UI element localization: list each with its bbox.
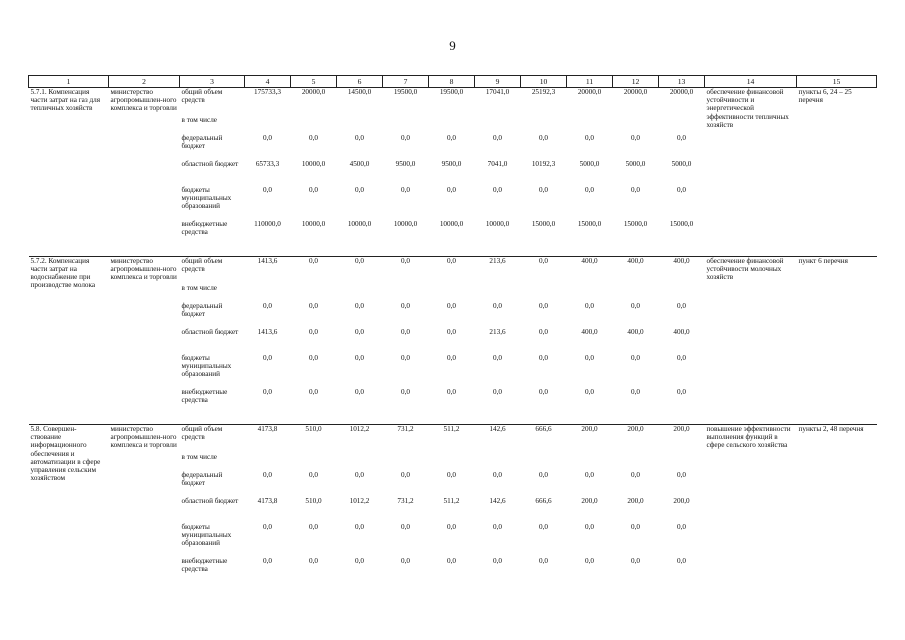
- value-cell: 0,0: [585, 354, 594, 362]
- goal-text: обеспечение финансовой устойчивости молочных хозяйств: [705, 256, 797, 412]
- value-cell: 400,0: [567, 256, 613, 284]
- value-cell: 10000,0: [439, 219, 464, 228]
- value-cell: 0,0: [309, 133, 318, 142]
- value-cell: 0,0: [309, 354, 318, 362]
- column-header-4: 4: [245, 76, 291, 88]
- value-cell: 511,2: [429, 425, 475, 453]
- value-cell: 0,0: [355, 354, 364, 362]
- table-row: [29, 256, 877, 284]
- value-cell: 0,0: [401, 388, 410, 396]
- value-cell: 20000,0: [291, 88, 337, 116]
- value-cell: 731,2: [397, 496, 414, 505]
- value-cell: [429, 116, 475, 134]
- executor-name: министерство агропромышлен-ного комплекса и торговли: [109, 256, 180, 412]
- value-cell: [383, 284, 429, 302]
- value-cell: [291, 284, 337, 302]
- funding-source-label: внебюджетные средства: [181, 219, 228, 236]
- value-cell: 1012,2: [337, 425, 383, 453]
- value-cell: 0,0: [631, 388, 640, 396]
- table-row: [29, 425, 877, 453]
- value-cell: [337, 284, 383, 302]
- value-cell: 0,0: [677, 302, 686, 310]
- value-cell: 200,0: [673, 496, 690, 505]
- value-cell: 666,6: [535, 496, 552, 505]
- value-cell: 10000,0: [301, 219, 326, 228]
- funding-source-label: в том числе: [181, 452, 217, 461]
- funding-source-label: в том числе: [181, 115, 217, 124]
- value-cell: 0,0: [309, 185, 318, 194]
- value-cell: [567, 284, 613, 302]
- column-header-12: 12: [613, 76, 659, 88]
- value-cell: [521, 284, 567, 302]
- value-cell: 0,0: [447, 328, 456, 336]
- value-cell: 0,0: [493, 522, 502, 531]
- value-cell: 0,0: [263, 302, 272, 310]
- value-cell: 0,0: [383, 256, 429, 284]
- value-cell: 0,0: [447, 388, 456, 396]
- value-cell: 9500,0: [395, 159, 416, 168]
- value-cell: 0,0: [447, 470, 456, 479]
- value-cell: 0,0: [631, 133, 640, 142]
- value-cell: [659, 453, 705, 471]
- value-cell: 0,0: [355, 185, 364, 194]
- value-cell: 0,0: [355, 522, 364, 531]
- value-cell: 0,0: [447, 133, 456, 142]
- value-cell: [659, 116, 705, 134]
- value-cell: 0,0: [493, 556, 502, 565]
- value-cell: [429, 284, 475, 302]
- value-cell: 0,0: [263, 470, 272, 479]
- column-header-1: 1: [29, 76, 109, 88]
- column-header-6: 6: [337, 76, 383, 88]
- value-cell: 0,0: [539, 556, 548, 565]
- value-cell: 0,0: [493, 388, 502, 396]
- value-cell: 510,0: [291, 425, 337, 453]
- value-cell: 0,0: [447, 185, 456, 194]
- funding-source-label: общий объем средств: [180, 425, 245, 453]
- column-header-2: 2: [109, 76, 180, 88]
- value-cell: 10000,0: [485, 219, 510, 228]
- goal-text: обеспечение финансовой устойчивости и энергетической эффективности тепличных хозяйств: [705, 88, 797, 244]
- value-cell: 0,0: [263, 354, 272, 362]
- value-cell: 0,0: [355, 388, 364, 396]
- value-cell: 0,0: [493, 185, 502, 194]
- value-cell: [613, 284, 659, 302]
- value-cell: 15000,0: [531, 219, 556, 228]
- value-cell: 0,0: [585, 133, 594, 142]
- value-cell: [291, 453, 337, 471]
- value-cell: 0,0: [677, 522, 686, 531]
- executor-name: министерство агропромышлен-ного комплекса и торговли: [109, 88, 180, 244]
- value-cell: 25192,3: [521, 88, 567, 116]
- measure-name: 5.7.2. Компенсация части затрат на водоснабжение при производстве молока: [29, 256, 109, 412]
- value-cell: 4500,0: [349, 159, 370, 168]
- value-cell: 0,0: [309, 522, 318, 531]
- value-cell: 0,0: [521, 256, 567, 284]
- value-cell: 175733,3: [245, 88, 291, 116]
- value-cell: 0,0: [401, 556, 410, 565]
- value-cell: 0,0: [309, 470, 318, 479]
- value-cell: [567, 116, 613, 134]
- value-cell: 0,0: [631, 522, 640, 531]
- value-cell: [291, 116, 337, 134]
- column-header-5: 5: [291, 76, 337, 88]
- value-cell: 0,0: [539, 133, 548, 142]
- value-cell: 15000,0: [669, 219, 694, 228]
- value-cell: [521, 453, 567, 471]
- funding-source-label: внебюджетные средства: [181, 556, 228, 573]
- value-cell: 400,0: [627, 328, 644, 336]
- value-cell: 0,0: [493, 354, 502, 362]
- reference-text: пункты 2, 48 перечня: [797, 425, 877, 581]
- value-cell: 0,0: [539, 522, 548, 531]
- funding-source-label: федеральный бюджет: [181, 133, 223, 150]
- value-cell: 510,0: [305, 496, 322, 505]
- value-cell: 0,0: [401, 328, 410, 336]
- value-cell: 511,2: [443, 496, 460, 505]
- column-number-row: [29, 76, 877, 88]
- value-cell: 0,0: [263, 388, 272, 396]
- value-cell: 0,0: [337, 256, 383, 284]
- value-cell: 0,0: [355, 556, 364, 565]
- column-header-14: 14: [705, 76, 797, 88]
- value-cell: 5000,0: [625, 159, 646, 168]
- value-cell: 200,0: [613, 425, 659, 453]
- value-cell: [337, 116, 383, 134]
- value-cell: 20000,0: [613, 88, 659, 116]
- section-gap: [29, 244, 877, 257]
- value-cell: 666,6: [521, 425, 567, 453]
- value-cell: 0,0: [401, 522, 410, 531]
- value-cell: [245, 453, 291, 471]
- column-header-3: 3: [180, 76, 245, 88]
- value-cell: 0,0: [539, 470, 548, 479]
- value-cell: [429, 453, 475, 471]
- column-header-9: 9: [475, 76, 521, 88]
- value-cell: 0,0: [539, 328, 548, 336]
- value-cell: 17041,0: [475, 88, 521, 116]
- value-cell: 400,0: [613, 256, 659, 284]
- value-cell: 0,0: [309, 302, 318, 310]
- column-header-11: 11: [567, 76, 613, 88]
- value-cell: 200,0: [627, 496, 644, 505]
- value-cell: 0,0: [447, 302, 456, 310]
- funding-source-label: бюджеты муниципальных образований: [181, 185, 232, 210]
- value-cell: 0,0: [585, 522, 594, 531]
- value-cell: 731,2: [383, 425, 429, 453]
- value-cell: [245, 116, 291, 134]
- value-cell: 400,0: [659, 256, 705, 284]
- value-cell: 200,0: [659, 425, 705, 453]
- value-cell: [383, 453, 429, 471]
- value-cell: 0,0: [585, 556, 594, 565]
- column-header-13: 13: [659, 76, 705, 88]
- value-cell: 0,0: [539, 388, 548, 396]
- value-cell: 400,0: [581, 328, 598, 336]
- value-cell: 15000,0: [577, 219, 602, 228]
- funding-source-label: федеральный бюджет: [181, 302, 223, 319]
- value-cell: 0,0: [355, 470, 364, 479]
- value-cell: 15000,0: [623, 219, 648, 228]
- value-cell: 4173,8: [257, 496, 278, 505]
- funding-source-label: бюджеты муниципальных образований: [181, 354, 232, 379]
- reference-text: пункты 6, 24 – 25 перечня: [797, 88, 877, 244]
- funding-source-label: бюджеты муниципальных образований: [181, 522, 232, 547]
- value-cell: 0,0: [263, 185, 272, 194]
- value-cell: 0,0: [263, 556, 272, 565]
- value-cell: 400,0: [673, 328, 690, 336]
- value-cell: 200,0: [567, 425, 613, 453]
- funding-source-label: федеральный бюджет: [181, 470, 223, 487]
- value-cell: 5000,0: [579, 159, 600, 168]
- value-cell: [613, 453, 659, 471]
- value-cell: 0,0: [447, 556, 456, 565]
- value-cell: 10000,0: [393, 219, 418, 228]
- measure-name: 5.7.1. Компенсация части затрат на газ для тепличных хозяйств: [29, 88, 109, 244]
- funding-source-label: областной бюджет: [181, 496, 239, 505]
- value-cell: [245, 284, 291, 302]
- value-cell: [475, 453, 521, 471]
- value-cell: 0,0: [585, 185, 594, 194]
- value-cell: 142,6: [489, 496, 506, 505]
- measure-name: 5.8. Совершен-ствование информационного обеспечения и автоматизации в сфере управления сельским хозяйством: [29, 425, 109, 581]
- funding-source-label: областной бюджет: [181, 159, 239, 168]
- value-cell: 0,0: [309, 388, 318, 396]
- value-cell: 19500,0: [429, 88, 475, 116]
- value-cell: 0,0: [429, 256, 475, 284]
- value-cell: 0,0: [677, 388, 686, 396]
- value-cell: 0,0: [539, 185, 548, 194]
- value-cell: 110000,0: [254, 219, 281, 228]
- value-cell: 0,0: [631, 354, 640, 362]
- value-cell: [659, 284, 705, 302]
- value-cell: 0,0: [309, 556, 318, 565]
- value-cell: 10192,3: [531, 159, 556, 168]
- value-cell: 0,0: [401, 185, 410, 194]
- value-cell: 0,0: [493, 302, 502, 310]
- section-gap: [29, 412, 877, 425]
- value-cell: 0,0: [401, 302, 410, 310]
- value-cell: 0,0: [631, 302, 640, 310]
- value-cell: 0,0: [447, 522, 456, 531]
- value-cell: 1413,6: [257, 328, 278, 336]
- value-cell: 20000,0: [659, 88, 705, 116]
- column-header-10: 10: [521, 76, 567, 88]
- value-cell: 0,0: [401, 470, 410, 479]
- value-cell: [475, 116, 521, 134]
- value-cell: [383, 116, 429, 134]
- funding-source-label: в том числе: [181, 284, 217, 292]
- funding-source-label: общий объем средств: [180, 256, 245, 284]
- value-cell: 65733,3: [255, 159, 280, 168]
- column-header-7: 7: [383, 76, 429, 88]
- value-cell: 213,6: [475, 256, 521, 284]
- value-cell: 10000,0: [347, 219, 372, 228]
- column-header-8: 8: [429, 76, 475, 88]
- value-cell: 14500,0: [337, 88, 383, 116]
- value-cell: [567, 453, 613, 471]
- funding-source-label: областной бюджет: [181, 328, 239, 336]
- value-cell: 0,0: [263, 133, 272, 142]
- value-cell: 0,0: [355, 328, 364, 336]
- value-cell: 0,0: [539, 354, 548, 362]
- value-cell: 0,0: [631, 556, 640, 565]
- page-number: 9: [449, 38, 456, 53]
- table-row: [29, 88, 877, 116]
- section-gap-cell: [29, 244, 877, 257]
- value-cell: 0,0: [401, 133, 410, 142]
- value-cell: 0,0: [309, 328, 318, 336]
- value-cell: 213,6: [489, 328, 506, 336]
- value-cell: 0,0: [493, 470, 502, 479]
- value-cell: [521, 116, 567, 134]
- value-cell: 4173,8: [245, 425, 291, 453]
- value-cell: 0,0: [585, 302, 594, 310]
- value-cell: [475, 284, 521, 302]
- value-cell: 0,0: [355, 302, 364, 310]
- value-cell: 19500,0: [383, 88, 429, 116]
- value-cell: 0,0: [447, 354, 456, 362]
- value-cell: 0,0: [585, 388, 594, 396]
- value-cell: 142,6: [475, 425, 521, 453]
- reference-text: пункт 6 перечня: [797, 256, 877, 412]
- value-cell: 0,0: [355, 133, 364, 142]
- value-cell: 0,0: [631, 185, 640, 194]
- column-header-15: 15: [797, 76, 877, 88]
- value-cell: 0,0: [263, 522, 272, 531]
- value-cell: 1413,6: [245, 256, 291, 284]
- value-cell: 0,0: [677, 470, 686, 479]
- section-gap-cell: [29, 412, 877, 425]
- value-cell: 0,0: [677, 556, 686, 565]
- value-cell: 10000,0: [301, 159, 326, 168]
- funding-source-label: внебюджетные средства: [181, 388, 228, 405]
- value-cell: 7041,0: [487, 159, 508, 168]
- value-cell: 20000,0: [567, 88, 613, 116]
- value-cell: 0,0: [401, 354, 410, 362]
- program-table: [28, 75, 877, 581]
- value-cell: 0,0: [585, 470, 594, 479]
- value-cell: 5000,0: [671, 159, 692, 168]
- value-cell: 9500,0: [441, 159, 462, 168]
- value-cell: 200,0: [581, 496, 598, 505]
- goal-text: повышение эффективности выполнения функций в сфере сельского хозяйства: [705, 425, 797, 581]
- value-cell: 0,0: [631, 470, 640, 479]
- value-cell: 0,0: [677, 133, 686, 142]
- funding-source-label: общий объем средств: [180, 88, 245, 116]
- value-cell: [613, 116, 659, 134]
- executor-name: министерство агропромышлен-ного комплекса и торговли: [109, 425, 180, 581]
- value-cell: 0,0: [677, 354, 686, 362]
- value-cell: 0,0: [539, 302, 548, 310]
- value-cell: 0,0: [493, 133, 502, 142]
- value-cell: 0,0: [291, 256, 337, 284]
- value-cell: 0,0: [677, 185, 686, 194]
- value-cell: [337, 453, 383, 471]
- value-cell: 1012,2: [349, 496, 370, 505]
